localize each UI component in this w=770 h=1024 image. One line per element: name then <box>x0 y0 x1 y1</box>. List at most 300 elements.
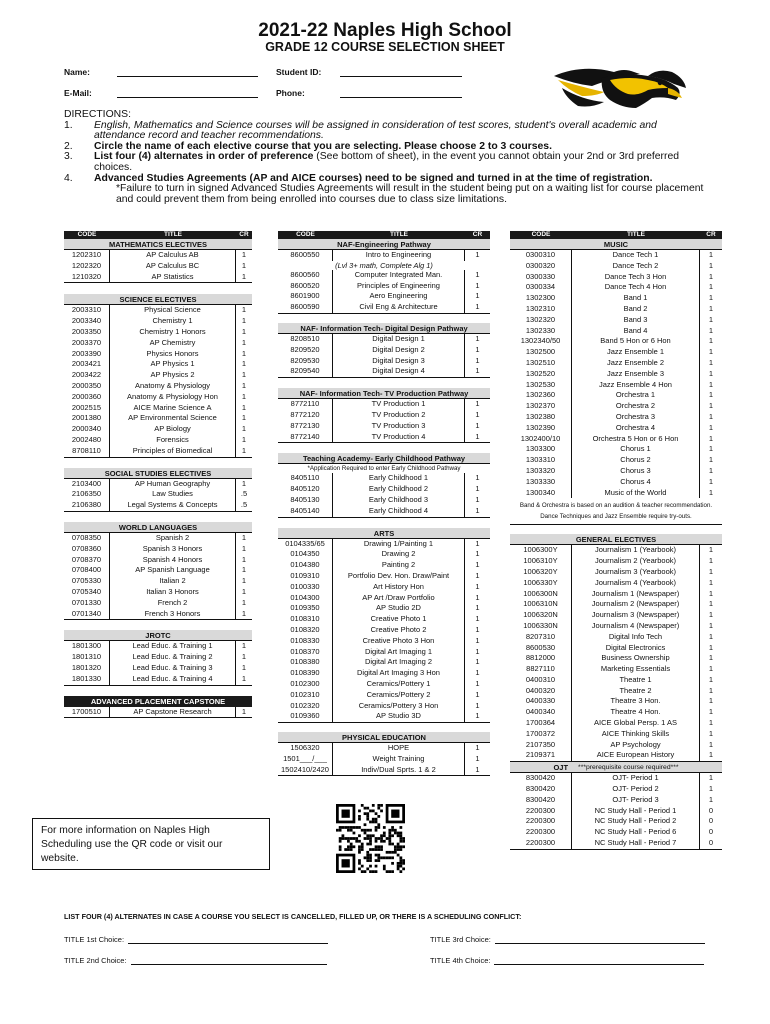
course-title[interactable]: AP Chemistry <box>110 338 236 349</box>
course-title[interactable]: AICE European History <box>572 750 700 761</box>
choice-field[interactable] <box>494 957 704 965</box>
course-row[interactable] <box>510 477 722 488</box>
course-row[interactable] <box>510 610 722 621</box>
course-title[interactable]: Dance Tech 2 <box>572 261 700 272</box>
course-title[interactable]: Painting 2 <box>333 560 465 571</box>
course-title[interactable]: OJT- Period 3 <box>572 795 700 806</box>
course-title[interactable]: Journalism 4 (Newspaper) <box>572 621 700 632</box>
course-title[interactable]: AP Human Geography <box>110 479 236 490</box>
course-code: 1502410/2420 <box>278 765 333 776</box>
course-row[interactable] <box>278 625 490 636</box>
course-row[interactable] <box>64 576 252 587</box>
course-title[interactable]: Ceramics/Pottery 1 <box>333 679 465 690</box>
course-row[interactable] <box>510 369 722 380</box>
course-row[interactable] <box>64 663 252 674</box>
course-row[interactable] <box>64 272 252 283</box>
course-title[interactable]: Principles of Biomedical <box>110 446 236 457</box>
course-title[interactable]: Dance Tech 3 Hon <box>572 272 700 283</box>
course-row[interactable] <box>510 740 722 751</box>
course-code: 1302530 <box>510 380 572 391</box>
course-title[interactable]: Anatomy & Physiology <box>110 381 236 392</box>
course-code: 8772110 <box>278 399 333 410</box>
course-title[interactable]: Business Ownership <box>572 653 700 664</box>
course-row[interactable] <box>64 544 252 555</box>
course-title[interactable]: NC Study Hall - Period 6 <box>572 827 700 838</box>
course-credit: 1 <box>475 743 480 753</box>
course-row[interactable] <box>278 701 490 712</box>
course-title[interactable]: Chorus 2 <box>572 455 700 466</box>
course-row[interactable] <box>278 410 490 421</box>
course-row[interactable] <box>64 641 252 652</box>
course-title[interactable]: AICE Thinking Skills <box>572 729 700 740</box>
course-row[interactable] <box>278 495 490 506</box>
course-row[interactable] <box>510 686 722 697</box>
course-row[interactable] <box>278 657 490 668</box>
course-title[interactable]: AP Environmental Science <box>110 413 236 424</box>
section-note: (Lvl 3+ math, Complete Alg 1) <box>335 260 433 270</box>
section-gap <box>64 512 252 522</box>
course-row[interactable] <box>278 647 490 658</box>
course-row[interactable] <box>278 754 490 765</box>
course-row[interactable] <box>278 679 490 690</box>
course-code: 0108320 <box>278 625 333 636</box>
course-title[interactable]: Journalism 3 (Yearbook) <box>572 567 700 578</box>
course-title[interactable]: Physics Honors <box>110 349 236 360</box>
course-title[interactable]: AP Capstone Research <box>110 707 236 718</box>
course-row[interactable] <box>278 690 490 701</box>
course-row[interactable] <box>64 424 252 435</box>
course-row[interactable] <box>510 358 722 369</box>
course-title[interactable]: Orchestra 2 <box>572 401 700 412</box>
direction-item-3 <box>64 152 704 173</box>
course-title[interactable]: Journalism 2 (Yearbook) <box>572 556 700 567</box>
course-title[interactable]: Anatomy & Physiology Hon <box>110 392 236 403</box>
course-row[interactable] <box>510 556 722 567</box>
course-title[interactable]: OJT- Period 1 <box>572 773 700 784</box>
course-title[interactable]: Digital Design 1 <box>333 334 465 345</box>
course-title[interactable]: Lead Educ. & Training 2 <box>110 652 236 663</box>
course-code: 1302320 <box>510 315 572 326</box>
course-row[interactable] <box>278 506 490 517</box>
course-row[interactable] <box>64 652 252 663</box>
alternates-heading: LIST FOUR (4) ALTERNATES IN CASE A COURSE YOU SELECT IS CANCELLED, FILLED UP, OR THERE IS A SCHEDULING CONFLICT: <box>64 912 522 921</box>
course-title[interactable]: Early Childhood 1 <box>333 473 465 484</box>
course-title[interactable]: Band 5 Hon or 6 Hon <box>572 336 700 347</box>
course-code: 0104335/65 <box>278 539 333 550</box>
course-row[interactable] <box>278 711 490 722</box>
student-id-field[interactable] <box>340 67 462 77</box>
course-row[interactable] <box>510 578 722 589</box>
course-title[interactable]: Early Childhood 3 <box>333 495 465 506</box>
course-row[interactable] <box>510 390 722 401</box>
course-title[interactable]: Theatre 1 <box>572 675 700 686</box>
course-title[interactable]: Law Studies <box>110 489 236 500</box>
course-title[interactable]: Dance Tech 1 <box>572 250 700 261</box>
course-row[interactable] <box>278 743 490 754</box>
course-title[interactable]: Band 3 <box>572 315 700 326</box>
course-title[interactable]: Spanish 4 Honors <box>110 555 236 566</box>
course-row[interactable] <box>278 603 490 614</box>
course-row[interactable] <box>64 316 252 327</box>
course-row[interactable] <box>64 565 252 576</box>
qr-code[interactable] <box>336 804 405 873</box>
course-row[interactable] <box>64 392 252 403</box>
course-title[interactable]: Chorus 4 <box>572 477 700 488</box>
course-title[interactable]: AP Calculus BC <box>110 261 236 272</box>
course-row[interactable] <box>278 302 490 313</box>
course-row[interactable] <box>510 261 722 272</box>
course-title[interactable]: NC Study Hall - Period 1 <box>572 806 700 817</box>
course-row[interactable] <box>510 653 722 664</box>
course-row[interactable] <box>64 250 252 261</box>
course-row[interactable] <box>510 773 722 784</box>
course-title[interactable]: AP Physics 2 <box>110 370 236 381</box>
directions-note: *Failure to turn in signed Advanced Studies Agreements will result in the student being put on a waiting list for course placement and could prevent them from being enrolled into courses due to class size limitations. <box>116 183 704 205</box>
course-title[interactable]: Aero Engineering <box>333 291 465 302</box>
course-row[interactable] <box>510 315 722 326</box>
course-row[interactable] <box>64 403 252 414</box>
course-title[interactable]: Journalism 3 (Newspaper) <box>572 610 700 621</box>
course-credit: 1 <box>708 422 714 432</box>
choice-field[interactable] <box>128 936 328 944</box>
course-code: 8300420 <box>510 784 572 795</box>
course-title[interactable]: Lead Educ. & Training 4 <box>110 674 236 685</box>
course-title[interactable]: Italian 3 Honors <box>110 587 236 598</box>
course-row[interactable] <box>510 784 722 795</box>
course-title[interactable]: Spanish 3 Honors <box>110 544 236 555</box>
course-title[interactable]: Physical Science <box>110 305 236 316</box>
course-title[interactable]: French 3 Honors <box>110 609 236 620</box>
course-row[interactable] <box>278 582 490 593</box>
course-row[interactable] <box>278 571 490 582</box>
course-row[interactable] <box>510 336 722 347</box>
course-title[interactable]: Digital Info Tech <box>572 632 700 643</box>
course-row[interactable] <box>64 707 252 718</box>
course-title[interactable]: Indiv/Dual Sprts. 1 & 2 <box>333 765 465 776</box>
course-title[interactable]: TV Production 3 <box>333 421 465 432</box>
course-title[interactable]: Lead Educ. & Training 3 <box>110 663 236 674</box>
course-row[interactable] <box>64 555 252 566</box>
course-title[interactable]: Civil Eng & Architecture <box>333 302 465 313</box>
course-row[interactable] <box>64 489 252 500</box>
course-row[interactable] <box>510 326 722 337</box>
course-code: 2003340 <box>64 316 110 327</box>
course-row[interactable] <box>278 270 490 281</box>
course-credit: 1 <box>241 586 247 596</box>
course-title[interactable]: Ceramics/Pottery 3 Hon <box>333 701 465 712</box>
course-title[interactable]: Lead Educ. & Training 1 <box>110 641 236 652</box>
choice-field[interactable] <box>495 936 705 944</box>
direction-number: 1. <box>64 119 73 131</box>
course-title[interactable]: Orchestra 3 <box>572 412 700 423</box>
course-credit: 1 <box>475 538 480 548</box>
course-row[interactable] <box>510 434 722 445</box>
course-title[interactable]: Digital Design 2 <box>333 345 465 356</box>
course-title[interactable]: Spanish 2 <box>110 533 236 544</box>
course-code: 0705340 <box>64 587 110 598</box>
course-title[interactable]: AP Statistics <box>110 272 236 283</box>
course-row[interactable] <box>510 304 722 315</box>
course-title[interactable]: Digital Electronics <box>572 643 700 654</box>
course-title[interactable]: Journalism 1 (Newspaper) <box>572 589 700 600</box>
course-row[interactable] <box>278 668 490 679</box>
course-title[interactable]: Creative Photo 1 <box>333 614 465 625</box>
course-title[interactable]: Digital Art Imaging 1 <box>333 647 465 658</box>
course-row[interactable] <box>64 446 252 457</box>
course-title[interactable]: Digital Design 3 <box>333 356 465 367</box>
course-row[interactable] <box>64 674 252 685</box>
course-row[interactable] <box>510 545 722 556</box>
course-row[interactable] <box>510 729 722 740</box>
phone-field[interactable] <box>340 88 462 98</box>
course-code: 0400320 <box>510 686 572 697</box>
course-title[interactable]: TV Production 1 <box>333 399 465 410</box>
course-row[interactable] <box>278 432 490 443</box>
course-title[interactable]: Orchestra 1 <box>572 390 700 401</box>
course-title[interactable]: Computer Integrated Man. <box>333 270 465 281</box>
course-row[interactable] <box>510 282 722 293</box>
course-title[interactable]: AP Calculus AB <box>110 250 236 261</box>
course-row[interactable] <box>510 806 722 817</box>
course-row[interactable] <box>278 399 490 410</box>
course-code: 8812000 <box>510 653 572 664</box>
course-title[interactable]: Chemistry 1 Honors <box>110 327 236 338</box>
course-title[interactable]: Art History Hon <box>333 582 465 593</box>
course-title[interactable]: Orchestra 4 <box>572 423 700 434</box>
course-row[interactable] <box>64 609 252 620</box>
course-title[interactable]: Jazz Ensemble 4 Hon <box>572 380 700 391</box>
course-row[interactable] <box>278 421 490 432</box>
course-title[interactable]: Portfolio Dev. Hon. Draw/Paint <box>333 571 465 582</box>
course-credit: 1 <box>708 728 714 738</box>
course-title[interactable]: Legal Systems & Concepts <box>110 500 236 511</box>
course-title[interactable]: Jazz Ensemble 3 <box>572 369 700 380</box>
email-field[interactable] <box>117 88 258 98</box>
course-title[interactable]: Chorus 3 <box>572 466 700 477</box>
course-row[interactable] <box>64 305 252 316</box>
course-row[interactable] <box>510 589 722 600</box>
course-title[interactable]: Theatre 2 <box>572 686 700 697</box>
name-field[interactable] <box>117 67 258 77</box>
course-title[interactable]: Jazz Ensemble 1 <box>572 347 700 358</box>
course-row[interactable] <box>510 718 722 729</box>
course-title[interactable]: Theatre 4 Hon. <box>572 707 700 718</box>
course-title[interactable]: AICE Global Persp. 1 AS <box>572 718 700 729</box>
course-title[interactable]: AP Studio 2D <box>333 603 465 614</box>
course-title[interactable]: Marketing Essentials <box>572 664 700 675</box>
course-title[interactable]: Dance Tech 4 Hon <box>572 282 700 293</box>
course-title[interactable]: AICE Marine Science A <box>110 403 236 414</box>
course-row[interactable] <box>278 250 490 261</box>
course-title[interactable]: NC Study Hall - Period 7 <box>572 838 700 849</box>
course-row[interactable] <box>510 621 722 632</box>
course-title[interactable]: Digital Art Imaging 2 <box>333 657 465 668</box>
course-row[interactable] <box>278 281 490 292</box>
course-credit: 1 <box>475 581 480 591</box>
course-row[interactable] <box>64 598 252 609</box>
section-gap <box>64 620 252 630</box>
course-code: 1700364 <box>510 718 572 729</box>
course-title[interactable]: Creative Photo 2 <box>333 625 465 636</box>
course-row[interactable] <box>510 347 722 358</box>
course-title[interactable]: Weight Training <box>333 754 465 765</box>
course-row[interactable] <box>64 370 252 381</box>
course-row[interactable] <box>510 838 722 849</box>
course-title[interactable]: Creative Photo 3 Hon <box>333 636 465 647</box>
course-row[interactable] <box>510 412 722 423</box>
course-row[interactable] <box>510 664 722 675</box>
course-credit: 1 <box>708 545 714 555</box>
course-title[interactable]: NC Study Hall - Period 2 <box>572 816 700 827</box>
course-row[interactable] <box>278 539 490 550</box>
course-row[interactable] <box>510 272 722 283</box>
course-title[interactable]: Journalism 2 (Newspaper) <box>572 599 700 610</box>
course-title[interactable]: OJT- Period 2 <box>572 784 700 795</box>
course-credit: 1 <box>241 260 247 270</box>
course-title[interactable]: Digital Design 4 <box>333 366 465 377</box>
course-title[interactable]: French 2 <box>110 598 236 609</box>
course-title[interactable]: Early Childhood 2 <box>333 484 465 495</box>
course-title[interactable]: AP Psychology <box>572 740 700 751</box>
course-title[interactable]: AP Spanish Language <box>110 565 236 576</box>
course-row[interactable] <box>510 696 722 707</box>
course-row[interactable] <box>278 636 490 647</box>
course-row[interactable] <box>278 366 490 377</box>
course-row[interactable] <box>278 549 490 560</box>
course-row[interactable] <box>510 795 722 806</box>
course-row[interactable] <box>64 261 252 272</box>
course-row[interactable] <box>510 466 722 477</box>
course-code: 2003390 <box>64 349 110 360</box>
course-row[interactable] <box>64 435 252 446</box>
course-row[interactable] <box>278 291 490 302</box>
course-title[interactable]: AP Studio 3D <box>333 711 465 722</box>
section-science <box>64 294 252 457</box>
course-row[interactable] <box>64 381 252 392</box>
course-row[interactable] <box>510 632 722 643</box>
course-row[interactable] <box>278 614 490 625</box>
course-code: 0701330 <box>64 598 110 609</box>
course-title[interactable]: Journalism 4 (Yearbook) <box>572 578 700 589</box>
alternate-choice-2 <box>64 956 327 965</box>
course-code: 1801320 <box>64 663 110 674</box>
course-row[interactable] <box>64 587 252 598</box>
section-title: PHYSICAL EDUCATION <box>278 732 490 743</box>
course-row[interactable] <box>510 250 722 261</box>
course-title[interactable]: Band 4 <box>572 326 700 337</box>
course-row[interactable] <box>278 593 490 604</box>
section-title: ADVANCED PLACEMENT CAPSTONE <box>64 696 252 707</box>
header-code: CODE <box>296 231 315 238</box>
course-title[interactable]: Digital Art Imaging 3 Hon <box>333 668 465 679</box>
course-row[interactable] <box>64 479 252 490</box>
course-title[interactable]: AP Biology <box>110 424 236 435</box>
course-credit: 1 <box>708 620 714 630</box>
course-row[interactable] <box>510 827 722 838</box>
course-title[interactable]: AP Art /Draw Portfolio <box>333 593 465 604</box>
course-row[interactable] <box>278 473 490 484</box>
course-code: 8600530 <box>510 643 572 654</box>
course-row[interactable] <box>510 675 722 686</box>
course-row[interactable] <box>510 293 722 304</box>
course-title[interactable]: Orchestra 5 Hon or 6 Hon <box>572 434 700 445</box>
course-title[interactable]: Italian 2 <box>110 576 236 587</box>
course-credit: 1 <box>241 348 247 358</box>
course-row[interactable] <box>510 455 722 466</box>
course-title[interactable]: Chemistry 1 <box>110 316 236 327</box>
course-title[interactable]: Intro to Engineering <box>333 250 465 261</box>
course-row[interactable] <box>510 816 722 827</box>
course-credit: 1 <box>475 269 480 279</box>
course-row[interactable] <box>510 488 722 499</box>
course-row[interactable] <box>64 359 252 370</box>
course-row[interactable] <box>64 349 252 360</box>
course-row[interactable] <box>278 484 490 495</box>
page-subtitle: GRADE 12 COURSE SELECTION SHEET <box>265 40 505 54</box>
course-title[interactable]: Drawing 2 <box>333 549 465 560</box>
course-row[interactable] <box>64 500 252 511</box>
course-code: 0102300 <box>278 679 333 690</box>
course-row[interactable] <box>64 338 252 349</box>
course-title[interactable]: TV Production 2 <box>333 410 465 421</box>
course-row[interactable] <box>278 334 490 345</box>
course-row[interactable] <box>278 345 490 356</box>
course-row[interactable] <box>510 444 722 455</box>
course-title[interactable]: Journalism 1 (Yearbook) <box>572 545 700 556</box>
choice-field[interactable] <box>131 957 327 965</box>
course-code: 1302330 <box>510 326 572 337</box>
course-row[interactable] <box>510 567 722 578</box>
course-code: 1006320Y <box>510 567 572 578</box>
course-title[interactable]: Band 2 <box>572 304 700 315</box>
course-row[interactable] <box>510 380 722 391</box>
direction-text: Advanced Studies Agreements (AP and AICE courses) need to be signed and turned in at the time of registration. <box>94 172 653 184</box>
course-credit: 1 <box>708 347 714 357</box>
course-row[interactable] <box>510 599 722 610</box>
course-title[interactable]: Early Childhood 4 <box>333 506 465 517</box>
course-title[interactable]: Drawing 1/Painting 1 <box>333 539 465 550</box>
course-title[interactable]: HOPE <box>333 743 465 754</box>
course-credit: 1 <box>475 592 480 602</box>
course-title[interactable]: Chorus 1 <box>572 444 700 455</box>
course-title[interactable]: Theatre 3 Hon. <box>572 696 700 707</box>
course-row[interactable] <box>510 643 722 654</box>
course-code: 0104380 <box>278 560 333 571</box>
course-row[interactable] <box>278 560 490 571</box>
course-row[interactable] <box>278 765 490 776</box>
course-title[interactable]: Ceramics/Pottery 2 <box>333 690 465 701</box>
course-title[interactable]: AP Physics 1 <box>110 359 236 370</box>
course-title[interactable]: TV Production 4 <box>333 432 465 443</box>
section-jrotc <box>64 630 252 685</box>
course-title[interactable]: Band 1 <box>572 293 700 304</box>
course-row[interactable] <box>510 401 722 412</box>
course-row[interactable] <box>64 533 252 544</box>
course-row[interactable] <box>510 750 722 761</box>
course-title[interactable]: Music of the World <box>572 488 700 499</box>
section-music <box>510 239 722 525</box>
course-row[interactable] <box>64 327 252 338</box>
course-title[interactable]: Jazz Ensemble 2 <box>572 358 700 369</box>
course-row[interactable] <box>510 707 722 718</box>
course-title[interactable]: Forensics <box>110 435 236 446</box>
course-row[interactable] <box>64 413 252 424</box>
course-code: 1303300 <box>510 444 572 455</box>
course-row[interactable] <box>278 356 490 367</box>
course-title[interactable]: Principles of Engineering <box>333 281 465 292</box>
course-row[interactable] <box>510 423 722 434</box>
course-credit: 1 <box>708 336 714 346</box>
